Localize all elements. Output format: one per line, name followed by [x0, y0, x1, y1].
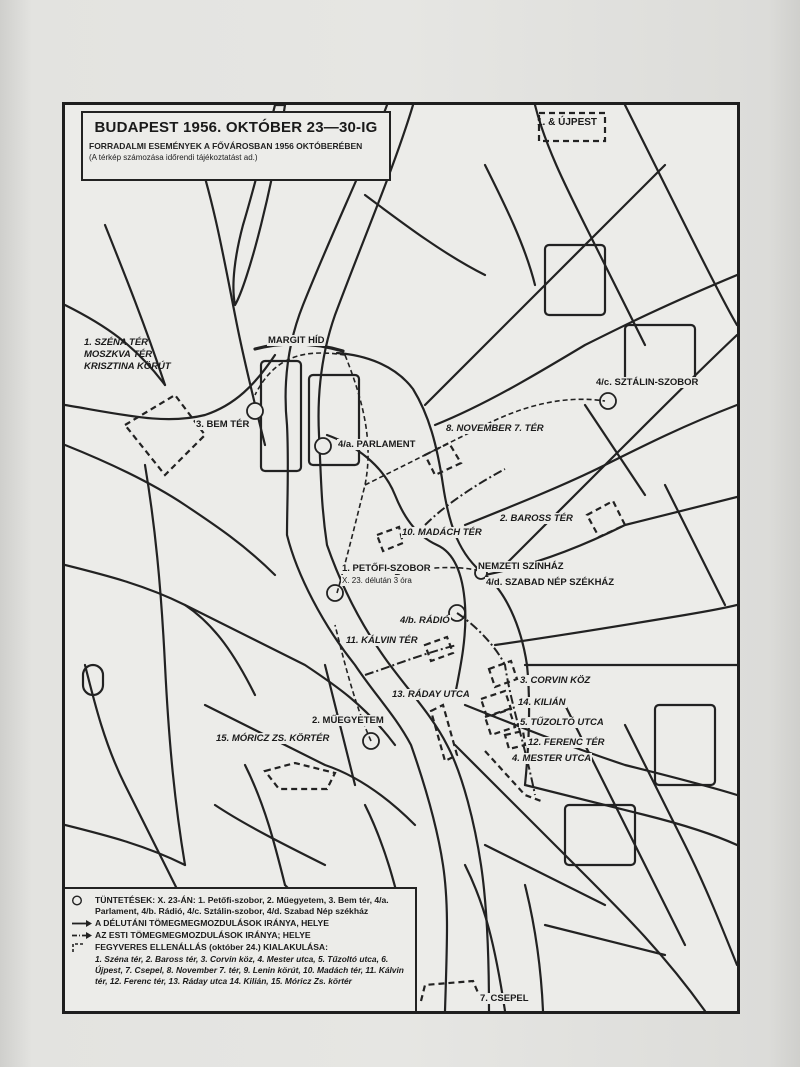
- map-title-box: [81, 111, 391, 181]
- label-moricz: 15. MÓRICZ ZS. KÖRTÉR: [216, 733, 330, 744]
- label-sztalin: 4/c. SZTÁLIN-SZOBOR: [596, 377, 699, 388]
- armed-november: [425, 443, 461, 475]
- label-szabad-nep: 4/d. SZABAD NÉP SZÉKHÁZ: [486, 577, 615, 588]
- armed-raday: [431, 705, 457, 761]
- label-radio: 4/b. RÁDIÓ: [400, 615, 450, 626]
- legend-evening-row: [71, 930, 409, 941]
- legend-armed-text: FEGYVERES ELLENÁLLÁS (október 24.) KIALAKULÁSA:: [95, 942, 329, 952]
- label-ferenc: 12. FERENC TÉR: [528, 737, 605, 748]
- route-evening-2: [425, 469, 505, 525]
- armed-corvin: [489, 661, 517, 687]
- label-csepel: 7. CSEPEL: [480, 993, 529, 1004]
- legend-demos-text: TÜNTETÉSEK: X. 23-ÁN: 1. Petőfi-szobor, 2. Műegyetem, 3. Bem tér, 4/a. Parlament, 4/b. Rádió, 4/c. Sztálin-szobor, 4/d. Szabad Nép székház: [95, 895, 389, 916]
- label-bem-ter: 3. BEM TÉR: [196, 419, 250, 430]
- demo-sztalin: [600, 393, 616, 409]
- arrow-icon: [71, 918, 95, 929]
- street-map: [65, 105, 737, 1011]
- label-muegyetem: 2. MŰEGYETEM: [312, 715, 384, 726]
- label-raday: 13. RÁDAY UTCA: [392, 689, 470, 700]
- legend-armed-row: [71, 942, 409, 953]
- armed-csepel: [421, 981, 479, 1001]
- label-baross: 2. BAROSS TÉR: [500, 513, 573, 524]
- label-mester: 4. MESTER UTCA: [512, 753, 592, 764]
- dashed-arrow-icon: [71, 930, 95, 941]
- label-tuzolto: 5. TŰZOLTÓ UTCA: [520, 717, 604, 728]
- circle-icon: [71, 895, 95, 906]
- label-november: 8. NOVEMBER 7. TÉR: [446, 423, 544, 434]
- legend-armed-items: 1. Széna tér, 2. Baross tér, 3. Corvin köz, 4. Mester utca, 5. Tűzoltó utca, 6. Újpest, 7. Csepel, 8. November 7. tér, 9. Lenin körút, 10. Madách tér, 11. Kálvin tér, 12. Ferenc tér, 13. Ráday utca 14. Kilián, 15. Móricz Zs. körtér: [95, 954, 404, 986]
- label-petofi: 1. PETŐFI-SZOBOR: [342, 563, 431, 574]
- armed-kalvin: [425, 637, 453, 661]
- route-afternoon-1: [337, 355, 368, 593]
- map-title: BUDAPEST 1956. OKTÓBER 23—30-IG: [94, 119, 378, 136]
- label-kalvin: 11. KÁLVIN TÉR: [346, 635, 418, 646]
- legend-afternoon-row: [71, 918, 409, 929]
- demo-bem-ter: [247, 403, 263, 419]
- armed-szena-ter: [125, 395, 205, 475]
- demo-parlament: [315, 438, 331, 454]
- ujpest-label: 1. & ÚJPEST: [537, 117, 598, 128]
- label-szena-ter: 1. SZÉNA TÉR MOSZKVA TÉR KRISZTINA KÖRÚT: [84, 337, 171, 372]
- legend-afternoon-text: A DÉLUTÁNI TÖMEGMEGMOZDULÁSOK IRÁNYA, HELYE: [95, 918, 329, 928]
- demo-petofi: [327, 585, 343, 601]
- ujpest-corner: [523, 111, 605, 145]
- label-nemzeti: NEMZETI SZÍNHÁZ: [478, 561, 564, 572]
- label-parlament: 4/a. PARLAMENT: [338, 439, 416, 450]
- armed-madach: [377, 527, 403, 551]
- map-legend: [65, 887, 417, 1011]
- map-note: (A térkép számozása időrendi tájékoztatást ad.): [89, 153, 258, 162]
- label-madach: 10. MADÁCH TÉR: [402, 527, 482, 538]
- label-corvin: 3. CORVIN KÖZ: [520, 675, 591, 686]
- danube-west-bank: [286, 105, 447, 1011]
- armed-baross: [587, 501, 625, 537]
- legend-evening-text: AZ ESTI TÖMEGMEGMOZDULÁSOK IRÁNYA; HELYE: [95, 930, 311, 940]
- label-petofi-note: X. 23. délután 3 óra: [342, 576, 412, 585]
- legend-demos-row: [71, 895, 409, 917]
- bracket-icon: [71, 942, 95, 953]
- danube-east-bank: [319, 105, 489, 1011]
- label-margit-hid: MARGIT HÍD: [268, 335, 325, 346]
- label-kilian: 14. KILIÁN: [518, 697, 566, 708]
- map-subtitle: FORRADALMI ESEMÉNYEK A FŐVÁROSBAN 1956 OKTÓBERÉBEN: [89, 141, 363, 151]
- armed-moricz: [265, 763, 335, 789]
- map-frame: [62, 102, 740, 1014]
